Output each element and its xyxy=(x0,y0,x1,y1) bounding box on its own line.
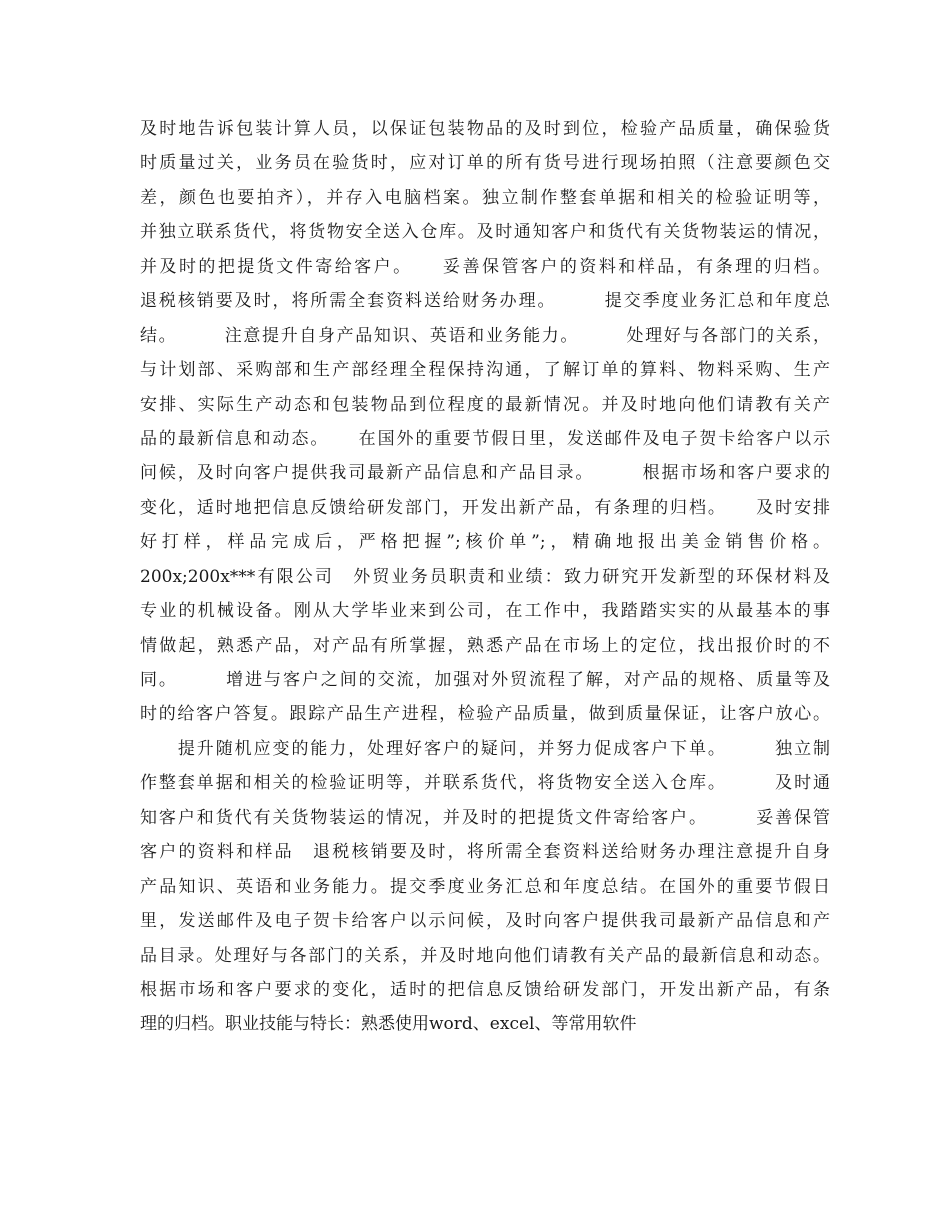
text-line: 品的最新信息和动态。 在国外的重要节假日里，发送邮件及电子贺卡给客户以示 xyxy=(140,428,830,449)
text-line: 结。 注意提升自身产品知识、英语和业务能力。 处理好与各部门的关系， xyxy=(140,325,830,346)
text-line: 客户的资料和样品 退税核销要及时，将所需全套资料送给财务办理注意提升自身 xyxy=(140,842,830,863)
text-line: 提升随机应变的能力，处理好客户的疑问，并努力促成客户下单。 独立制 xyxy=(140,738,830,759)
text-line: 专业的机械设备。刚从大学毕业来到公司，在工作中，我踏踏实实的从最基本的事 xyxy=(140,601,830,622)
text-line: 退税核销要及时，将所需全套资料送给财务办理。 提交季度业务汇总和年度总 xyxy=(140,291,830,312)
text-line: 安排、实际生产动态和包装物品到位程度的最新情况。并及时地向他们请教有关产 xyxy=(140,394,830,415)
text-line: 时质量过关，业务员在验货时，应对订单的所有货号进行现场拍照（注意要颜色交 xyxy=(140,153,830,174)
text-line: 问候，及时向客户提供我司最新产品信息和产品目录。 根据市场和客户要求的 xyxy=(140,463,830,484)
text-line: 好打样，样品完成后，严格把握”;核价单”;，精确地报出美金销售价格。 xyxy=(140,532,830,553)
text-line: 作整套单据和相关的检验证明等，并联系货代，将货物安全送入仓库。 及时通 xyxy=(140,773,830,794)
text-line: 200x;200x***有限公司 外贸业务员职责和业绩：致力研究开发新型的环保材料及 xyxy=(140,566,830,587)
text-line: 根据市场和客户要求的变化，适时的把信息反馈给研发部门，开发出新产品，有条 xyxy=(140,979,830,1000)
text-line: 情做起，熟悉产品，对产品有所掌握，熟悉产品在市场上的定位，找出报价时的不 xyxy=(140,635,830,656)
text-line: 产品知识、英语和业务能力。提交季度业务汇总和年度总结。在国外的重要节假日 xyxy=(140,876,830,897)
text-line: 与计划部、采购部和生产部经理全程保持沟通，了解订单的算料、物料采购、生产 xyxy=(140,360,830,381)
text-line-last: 理的归档。职业技能与特长：熟悉使用word、excel、等常用软件 xyxy=(140,1014,637,1035)
text-line: 差，颜色也要拍齐），并存入电脑档案。独立制作整套单据和相关的检验证明等， xyxy=(140,187,830,208)
text-line: 里，发送邮件及电子贺卡给客户以示问候，及时向客户提供我司最新产品信息和产 xyxy=(140,911,830,932)
text-line: 并独立联系货代，将货物安全送入仓库。及时通知客户和货代有关货物装运的情况， xyxy=(140,222,830,243)
text-line: 时的给客户答复。跟踪产品生产进程，检验产品质量，做到质量保证，让客户放心。 xyxy=(140,704,830,725)
text-line: 品目录。处理好与各部门的关系，并及时地向他们请教有关产品的最新信息和动态。 xyxy=(140,945,830,966)
body-text xyxy=(140,112,830,1042)
text-line: 及时地告诉包装计算人员，以保证包装物品的及时到位，检验产品质量，确保验货 xyxy=(140,119,830,139)
text-line: 知客户和货代有关货物装运的情况，并及时的把提货文件寄给客户。 妥善保管 xyxy=(140,807,830,828)
text-line: 变化，适时地把信息反馈给研发部门，开发出新产品，有条理的归档。 及时安排 xyxy=(140,497,830,518)
text-line: 并及时的把提货文件寄给客户。 妥善保管客户的资料和样品，有条理的归档。 xyxy=(140,256,830,277)
text-line: 同。 增进与客户之间的交流，加强对外贸流程了解，对产品的规格、质量等及 xyxy=(140,670,830,690)
